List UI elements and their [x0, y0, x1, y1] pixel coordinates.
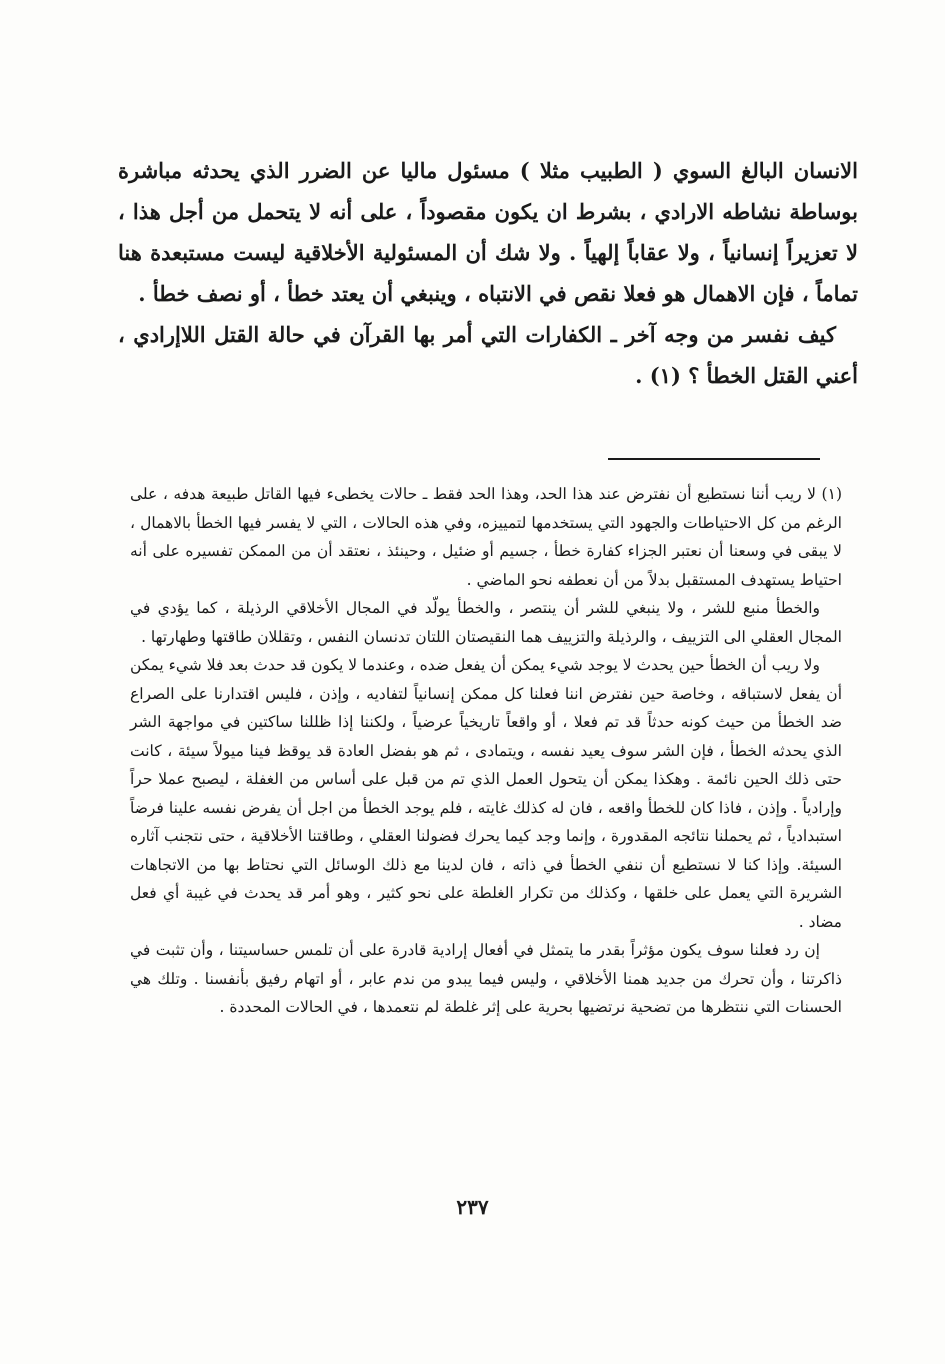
page-number: ٢٣٧ — [456, 1195, 489, 1219]
footnotes — [130, 480, 842, 1022]
footnote-paragraph-3: ولا ريب أن الخطأ حين يحدث لا يوجد شيء يمكن أن يفعل ضده ، وعندما لا يكون قد حدث بعد فلا شيء يمكن أن يفعل لاستباقه ، وخاصة حين نفترض اننا فعلنا كل ممكن إنسانياً لتفاديه ، وإذن ، فليس اقتدارنا على الصراع ضد الخطأ من حيث كونه حدثاً قد تم فعلا ، أو واقعاً تاريخياً عرضياً ، ولكننا إذا ظللنا ساكتين في مواجهة الشر الذي يحدثه الخطأ ، فإن الشر سوف يعيد نفسه ، ويتمادى ، ثم هو بفضل العادة قد يوقظ فينا ميولاً سيئة ، كانت حتى ذلك الحين نائمة . وهكذا يمكن أن يتحول العمل الذي تم من قبل على أساس من الغفلة ، ليصبح عملا حراً وإرادياً . وإذن ، فاذا كان للخطأ واقعه ، فان له كذلك غايته ، فلم يوجد الخطأ من اجل أن يفرض نفسه علينا فرضاً استبدادياً ، ثم يحملنا نتائجه المقدورة ، وإنما وجد كيما يحرك فضولنا العقلي ، وطاقتنا الأخلاقية ، حتى نتجنب آثاره السيئة. وإذا كنا لا نستطيع أن ننفي الخطأ في ذاته ، فان لدينا مع ذلك الوسائل التي نحتاط بها من الاتجاهات الشريرة التي يعمل على خلقها ، وكذلك من تكرار الغلطة على نحو كثير ، وهو أمر قد يحدث في غيبة أي فعل مضاد . — [130, 656, 842, 931]
main-text — [118, 150, 858, 396]
main-paragraph-1: الانسان البالغ السوي ( الطبيب مثلا ) مسئول ماليا عن الضرر الذي يحدثه مباشرة بوساطة نشاطه الارادي ، بشرط ان يكون مقصوداً ، على أنه لا يتحمل من أجل هذا ، لا تعزيراً إنسانياً ، ولا عقاباً إلهياً . ولا شك أن المسئولية الأخلاقية ليست مستبعدة هنا تماماً ، فإن الاهمال هو فعلا نقص في الانتباه ، وينبغي أن يعتد خطأ ، أو نصف خطأ . — [118, 158, 858, 306]
footnote-paragraph-4: إن رد فعلنا سوف يكون مؤثراً بقدر ما يتمثل في أفعال إرادية قادرة على أن تلمس حساسيتنا ، وأن تثبت في ذاكرتنا ، وأن تحرك من جديد همنا الأخلاقي ، وليس فيما يبدو من ندم عابر ، أو اتهام رفيق بأنفسنا . وتلك هي الحسنات التي ننتظرها من تضحية نرتضيها بحرية على إثر غلطة لم نتعمدها ، في الحالات المحددة . — [130, 941, 842, 1016]
footnote-separator — [608, 458, 820, 460]
footnote-paragraph-1: (١) لا ريب أننا نستطيع أن نفترض عند هذا الحد، وهذا الحد فقط ـ حالات يخطىء فيها القاتل طبيعة هدفه ، على الرغم من كل الاحتياطات والجهود التي يستخدمها لتمييزه، وفي هذه الحالات ، التي لا يفسر فيها الخطأ بالاهمال ، لا يبقى في وسعنا أن نعتبر الجزاء كفارة خطأ ، جسيم أو ضئيل ، وحينئذ ، نعتقد أن من الممكن تفسيره على أنه احتياط يستهدف المستقبل بدلاً من أن نعطفه نحو الماضي . — [130, 485, 842, 589]
main-paragraph-2: كيف نفسر من وجه آخر ـ الكفارات التي أمر بها القرآن في حالة القتل اللاإرادي ، أعني القتل الخطأ ؟ (١) . — [118, 322, 858, 388]
footnote-paragraph-2: والخطأ منبع للشر ، ولا ينبغي للشر أن ينتصر ، والخطأ يولّد في المجال الأخلاقي الرذيلة ، كما يؤدي في المجال العقلي الى التزييف ، والرذيلة والتزييف هما النقيصتان اللتان تدنسان النفس ، وتقللان طاقتها وطهارتها . — [130, 599, 842, 646]
